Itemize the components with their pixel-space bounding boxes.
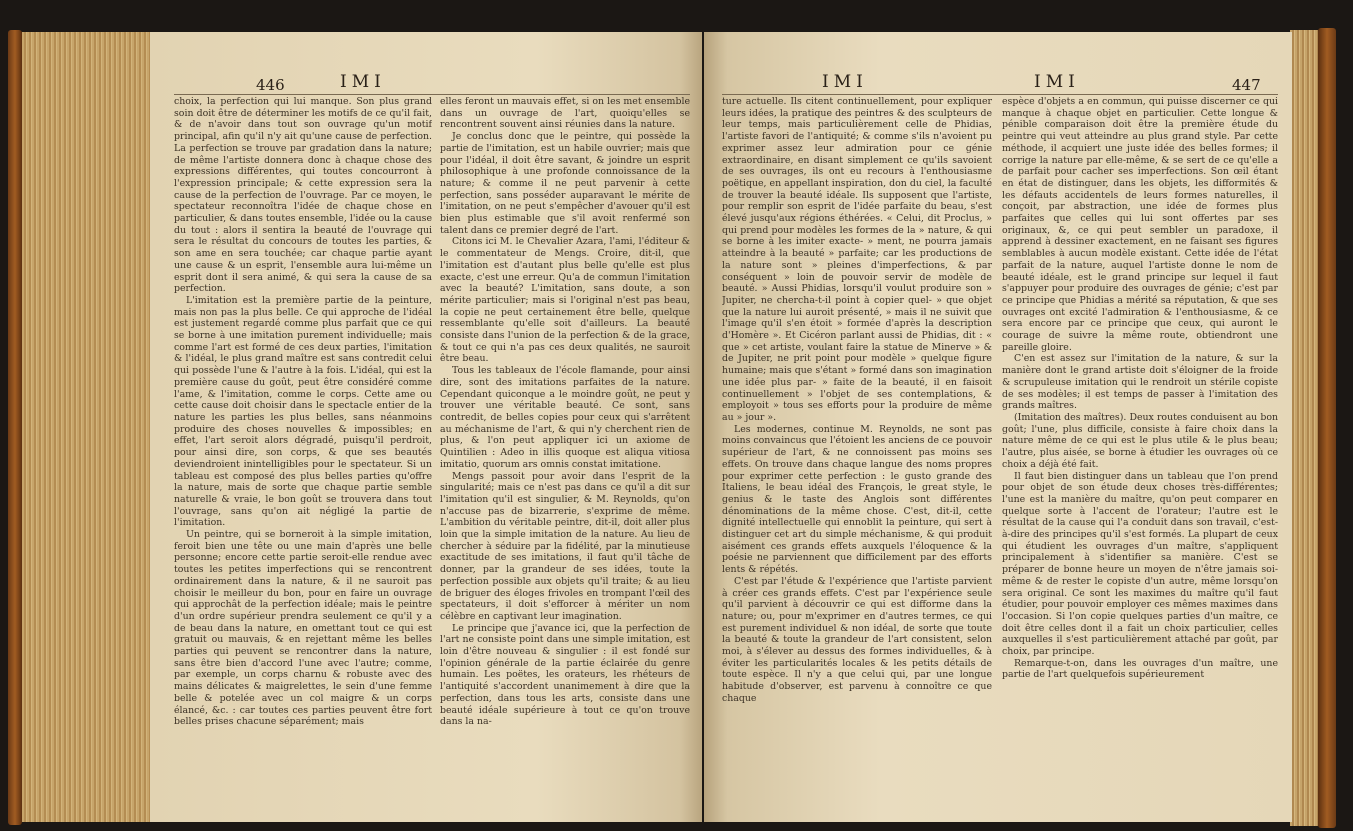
left-column-2 <box>440 96 690 808</box>
right-page-stack <box>1290 30 1318 826</box>
right-head-rule <box>722 94 1278 95</box>
right-cover-edge <box>1318 28 1336 828</box>
paragraph: ture actuelle. Ils citent continuellement, pour expliquer leurs idées, la pratique des peintres & des sculpteurs de leur temps, mais particulièrement celle de Phidias, l'artiste favori de l'antiquité; & comme s'ils n'avoient pu exprimer assez leur admiration pour ce génie extraordinaire, en disant simplement ce qu'ils savoient de ses ouvrages, ils ont eu recours à l'enthousiasme poëtique, en appellant inspiration, don du ciel, la faculté de trouver la beauté idéale. Ils supposent que l'artiste, pour remplir son esprit de l'idée parfaite du beau, s'est élevé jusqu'aux régions éthérées. « Celui, dit Proclus, » qui prend pour modèles les formes de la » nature, & qui se borne à les imiter exacte- » ment, ne pourra jamais atteindre à la beauté » parfaite; car les productions de la nature sont » pleines d'imperfections, & par conséquent » loin de pouvoir servir de modèle de beauté. » Aussi Phidias, lorsqu'il voulut produire son » Jupiter, ne chercha-t-il point à copier quel- » que objet que la nature lui auroit présenté, » mais il ne suivit que l'image qu'il s'en étoit » formée d'après la description d'Homère ». Et Cicéron parlant aussi de Phidias, dit : « que » cet artiste, voulant faire la statue de Minerve » & de Jupiter, ne prit point pour modèle » quelque figure humaine; mais que s'étant » formé dans son imagination une idée plus par- » faite de la beauté, il en faisoit continuellement » l'objet de ses contemplations, & employoit » tous ses efforts pour la produire de même au » jour ». <box>722 96 992 423</box>
left-page <box>150 32 702 822</box>
right-page <box>704 32 1292 822</box>
left-page-number: 446 <box>256 76 285 94</box>
paragraph: Les modernes, continue M. Reynolds, ne sont pas moins convaincus que l'étoient les anciens de ce pouvoir supérieur de l'art, & ne connoissent pas moins ses effets. On trouve dans chaque langue des noms propres pour exprimer cette perfection : le gusto grande des Italiens, le beau idéal des François, le great style, le genius & le taste des Anglois sont différentes dénominations de la même chose. C'est, dit-il, cette dignité intellectuelle qui ennoblit la peinture, qui sert à distinguer cet art du simple méchanisme, & qui produit aisément ces grands effets auxquels l'éloquence & la poésie ne parviennent que difficilement par des efforts lents & répétés. <box>722 423 992 576</box>
left-running-head: IMI <box>340 72 386 92</box>
right-column-1 <box>722 96 992 808</box>
paragraph: choix, la perfection qui lui manque. Son plus grand soin doit être de déterminer les motifs de ce qu'il fait, & de n'avoir dans tout son ouvrage qu'un motif principal, afin qu'il n'y ait qu'une cause de perfection. La perfection se trouve par gradation dans la nature; de même l'artiste donnera donc à chaque chose des expressions différentes, qui toutes concourront à l'expression principale; & cette expression sera la cause de la perfection de l'ouvrage. Par ce moyen, le spectateur reconnoîtra l'idée de chaque chose en particulier, & dans toutes ensemble, l'idée ou la cause du tout : alors il sentira la beauté de l'ouvrage qui sera le résultat du concours de toutes les parties, & son ame en sera touchée; car chaque partie ayant une cause & un esprit, l'ensemble aura lui-même un esprit dont il sera animé, & qui sera la cause de sa perfection. <box>174 96 432 295</box>
paragraph: Remarque-t-on, dans les ouvrages d'un maître, une partie de l'art quelquefois supérieurement <box>1002 657 1278 681</box>
right-running-head-center: IMI <box>822 72 868 92</box>
paragraph: Tous les tableaux de l'école flamande, pour ainsi dire, sont des imitations parfaites de la nature. Cependant quiconque a le moindre goût, ne peut y trouver une véritable beauté. Ce sont, sans contredit, de belles copies pour ceux qui s'arrêtent au méchanisme de l'art, & qui n'y cherchent rien de plus, & l'on peut appliquer ici un axiome de Quintilien : Adeo in illis quoque est aliqua vitiosa imitatio, quorum ars omnis constat imitatione. <box>440 365 690 470</box>
paragraph: (Imitation des maîtres). Deux routes conduisent au bon goût; l'une, plus difficile, consiste à faire choix dans la nature même de ce qui est le plus utile & le plus beau; l'autre, plus aisée, se borne à étudier les ouvrages où ce choix a déjà été fait. <box>1002 411 1278 470</box>
paragraph: Je conclus donc que le peintre, qui possède la partie de l'imitation, est un habile ouvrier; mais que pour l'idéal, il doit être savant, & joindre un esprit philosophique à une profonde connoissance de la nature; & comme il ne peut parvenir à cette perfection, sans posséder auparavant le mérite de l'imitation, on ne peut s'empêcher d'avouer qu'il est bien plus estimable que s'il avoit renfermé son talent dans ce premier degré de l'art. <box>440 131 690 236</box>
paragraph: C'est par l'étude & l'expérience que l'artiste parvient à créer ces grands effets. C'est par l'expérience seule qu'il parvient à découvrir ce qui est difforme dans la nature; ou, pour m'exprimer en d'autres termes, ce qui est purement individuel & non idéal, de sorte que toute la beauté & toute la grandeur de l'art consistent, selon moi, à s'élever au dessus des formes individuelles, & à éviter les particularités locales & les petits détails de toute espèce. Il n'y a que celui qui, par une longue habitude d'observer, est parvenu à connoître ce que chaque <box>722 575 992 704</box>
paragraph: elles feront un mauvais effet, si on les met ensemble dans un ouvrage de l'art, quoiqu'elles se rencontrent souvent ainsi réunies dans la nature. <box>440 96 690 131</box>
right-page-number: 447 <box>1232 76 1261 94</box>
paragraph: Citons ici M. le Chevalier Azara, l'ami, l'éditeur & le commentateur de Mengs. Croire, dit-il, que l'imitation est d'autant plus belle qu'elle est plus exacte, c'est une erreur. Qu'a de commun l'imitation avec la beauté? L'imitation, sans doute, a son mérite particulier; mais si l'original n'est pas beau, la copie ne peut certainement être belle, quelque ressemblante qu'elle soit d'ailleurs. La beauté consiste dans l'union de la perfection & de la grace, & tout ce qui n'a pas ces deux qualités, ne sauroit être beau. <box>440 236 690 365</box>
left-column-1 <box>174 96 432 808</box>
left-page-stack <box>22 32 152 822</box>
right-column-2 <box>1002 96 1278 808</box>
paragraph: espèce d'objets a en commun, qui puisse discerner ce qui manque à chaque objet en particulier. Cette longue & pénible comparaison doit être la première étude du peintre qui veut atteindre au plus grand style. Par cette méthode, il acquiert une juste idée des belles formes; il corrige la nature par elle-même, & se sert de ce qu'elle a de parfait pour cacher ses imperfections. Son œil étant en état de distinguer, dans les objets, les difformités & les défauts accidentels de leurs formes naturelles, il conçoit, par abstraction, une idée de formes plus parfaites que celles qui lui sont offertes par ses originaux, &, ce qui peut sembler un paradoxe, il apprend à dessiner exactement, en ne faisant ses figures semblables à aucun modèle existant. Cette idée de l'état parfait de la nature, auquel l'artiste donne le nom de beauté idéale, est le grand principe sur lequel il faut s'appuyer pour produire des ouvrages de génie; c'est par ce principe que Phidias a mérité sa réputation, & que ses ouvrages ont excité l'admiration & l'enthousiasme, & ce sera encore par ce principe que ceux, qui auront le courage de suivre la même route, obtiendront une pareille gloire. <box>1002 96 1278 353</box>
left-head-rule <box>174 94 690 95</box>
paragraph: Il faut bien distinguer dans un tableau que l'on prend pour objet de son étude deux choses très-différentes; l'une est la manière du maître, qu'on peut comparer en quelque sorte à l'accent de l'orateur; l'autre est le résultat de la cause qui l'a conduit dans son travail, c'est-à-dire des principes qu'il s'est formés. La plupart de ceux qui étudient les ouvrages d'un maître, s'appliquent principalement à s'identifier sa manière. C'est se préparer de bonne heure un moyen de n'être jamais soi-même & de rester le copiste d'un autre, même lorsqu'on sera original. Ce sont les maximes du maître qu'il faut étudier, pour pouvoir employer ces mêmes maximes dans l'occasion. Si l'on copie quelques parties d'un maître, ce doit être celles dont il a fait un choix particulier, celles auxquelles il s'est particulièrement attaché par goût, par choix, par principe. <box>1002 470 1278 658</box>
left-cover-edge <box>8 30 22 825</box>
paragraph: L'imitation est la première partie de la peinture, mais non pas la plus belle. Ce qui approche de l'idéal est justement regardé comme plus parfait que ce qui se borne à une imitation purement individuelle; mais comme l'art est formé de ces deux parties, l'imitation & l'idéal, le plus grand maître est sans contredit celui qui possède l'une & l'autre à la fois. L'idéal, qui est la première cause du goût, peut être considéré comme l'ame, & l'imitation, comme le corps. Cette ame ou cette cause doit choisir dans le spectacle entier de la nature les parties les plus belles, sans néanmoins produire des choses nouvelles & impossibles; en effet, l'art seroit alors dégradé, puisqu'il perdroit, pour ainsi dire, son corps, & que ses beautés deviendroient inintelligibles pour le spectateur. Si un tableau est composé des plus belles parties qu'offre la nature, mais de sorte que chaque partie semble naturelle & vraie, le bon goût se trouvera dans tout l'ouvrage, sans qu'on ait négligé la partie de l'imitation. <box>174 294 432 529</box>
paragraph: Mengs passoit pour avoir dans l'esprit de la singularité; mais ce n'est pas dans ce qu'il a dit sur l'imitation qu'il est singulier, & M. Reynolds, qu'on n'accuse pas de bizarrerie, s'exprime de même. L'ambition du véritable peintre, dit-il, doit aller plus loin que la simple imitation de la nature. Au lieu de chercher à séduire par la fidélité, par la minutieuse exactitude de ses imitations, il faut qu'il tâche de donner, par la grandeur de ses idées, toute la perfection possible aux objets qu'il traite; & au lieu de briguer des éloges frivoles en trompant l'œil des spectateurs, il doit s'efforcer à mériter un nom célèbre en captivant leur imagination. <box>440 470 690 622</box>
right-running-head: IMI <box>1034 72 1080 92</box>
paragraph: Un peintre, qui se borneroit à la simple imitation, feroit bien une tête ou une main d'après une belle personne; encore cette partie seroit-elle rendue avec toutes les petites imperfections qui se rencontrent ordinairement dans la nature, & il ne sauroit pas choisir le meilleur du bon, pour en faire un ouvrage qui approchât de la perfection idéale; mais le peintre d'un ordre supérieur prendra seulement ce qu'il y a de beau dans la nature, en omettant tout ce qui est gratuit ou mauvais, & en rejettant même les belles parties qui peuvent se rencontrer dans la nature, sans être bien d'accord l'une avec l'autre; comme, par exemple, un corps charnu & robuste avec des mains délicates & maigrelettes, le sein d'une femme belle & potelée avec un col maigre & un corps élancé, &c. : car toutes ces parties peuvent être fort belles prises chacune séparément; mais <box>174 529 432 728</box>
paragraph: Le principe que j'avance ici, que la perfection de l'art ne consiste point dans une simple imitation, est loin d'être nouveau & singulier : il est fondé sur l'opinion générale de la partie éclairée du genre humain. Les poëtes, les orateurs, les rhéteurs de l'antiquité s'accordent unanimement à dire que la perfection, dans tous les arts, consiste dans une beauté idéale supérieure à tout ce qu'on trouve dans la na- <box>440 622 690 728</box>
paragraph: C'en est assez sur l'imitation de la nature, & sur la manière dont le grand artiste doit s'éloigner de la froide & scrupuleuse imitation qui le rendroit un stérile copiste de ses modèles; il est temps de passer à l'imitation des grands maîtres. <box>1002 353 1278 412</box>
